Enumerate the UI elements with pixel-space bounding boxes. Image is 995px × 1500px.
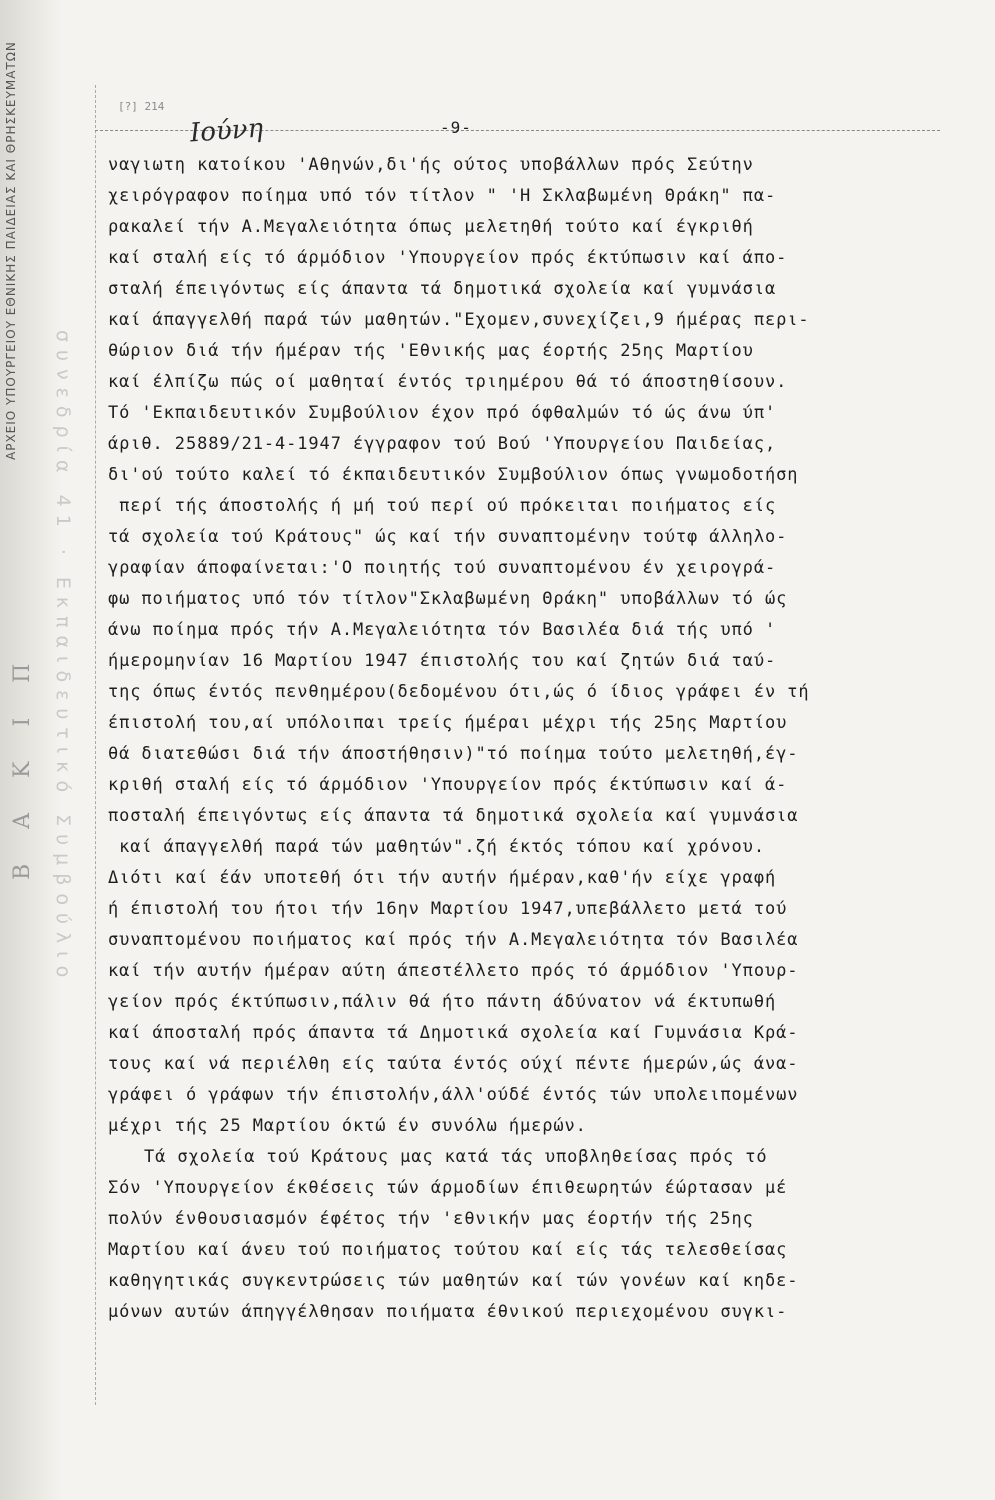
archive-stamp: ΑΡΧΕΙΟ ΥΠΟΥΡΓΕΙΟΥ ΕΘΝΙΚΗΣ ΠΑΙΔΕΙΑΣ ΚΑΙ ΘΡΗΣΚΕΥΜΑΤΩΝ — [4, 41, 18, 460]
text-line: γείον πρός έκτύπωσιν,πάλιν θά ήτο πάντη άδύνατον νά έκτυπωθή — [108, 992, 777, 1012]
file-reference: [?] 214 — [118, 100, 165, 113]
text-line: άνω ποίημα πρός τήν Α.Μεγαλειότητα τόν Βασιλέα διά τής υπό ' — [108, 620, 777, 640]
handwritten-note: Ιούνη — [189, 113, 265, 149]
text-line: πολύν ένθουσιασμόν έφέτος τήν 'εθνικήν μας έορτήν τής 25ης — [108, 1209, 754, 1229]
typed-body — [108, 150, 928, 1328]
text-line: μόνων αυτών άπηγγέλθησαν ποιήματα έθνικού περιεχομένου συγκι- — [108, 1302, 788, 1322]
text-line: θά διατεθώσι διά τήν άποστήθησιν)"τό ποίημα τούτο μελετηθή,έγ- — [108, 744, 799, 764]
text-line: Μαρτίου καί άνευ τού ποιήματος τούτου καί είς τάς τελεσθείσας — [108, 1240, 788, 1260]
text-line: ή έπιστολή του ήτοι τήν 16ην Μαρτίου 1947,υπεβάλλετο μετά τού — [108, 899, 788, 919]
text-line: Σόν 'Υπουργείον έκθέσεις τών άρμοδίων έπιθεωρητών έώρτασαν μέ — [108, 1178, 788, 1198]
text-line: δι'ού τούτο καλεί τό έκπαιδευτικόν Συμβούλιον όπως γνωμοδοτήση — [108, 465, 799, 485]
text-line: μέχρι τής 25 Μαρτίου όκτώ έν συνόλω ήμερών. — [108, 1116, 587, 1136]
text-line: καί τήν αυτήν ήμέραν αύτη άπεστέλλετο πρός τό άρμόδιον 'Υπουρ- — [108, 961, 799, 981]
text-line: γράφει ό γράφων τήν έπιστολήν,άλλ'ούδέ έντός τών υπολειπομένων — [108, 1085, 799, 1105]
text-line: περί τής άποστολής ή μή τού περί ού πρόκειται ποιήματος είς — [108, 496, 777, 516]
text-line: καί έλπίζω πώς οί μαθηταί έντός τριημέρου θά τό άποστηθίσουν. — [108, 372, 788, 392]
text-line: καί άποσταλή πρός άπαντα τά Δημοτικά σχολεία καί Γυμνάσια Κρά- — [108, 1023, 799, 1043]
text-line: έπιστολή του,αί υπόλοιπαι τρείς ήμέραι μέχρι τής 25ης Μαρτίου — [108, 713, 788, 733]
page-number: -9- — [440, 118, 472, 137]
text-line: ποσταλή έπειγόντως είς άπαντα τά δημοτικά σχολεία καί γυμνάσια — [108, 806, 799, 826]
text-line: Τό 'Εκπαιδευτικόν Συμβούλιον έχον πρό όφθαλμών τό ώς άνω ύπ' — [108, 403, 777, 423]
text-line: Διότι καί έάν υποτεθή ότι τήν αυτήν ήμέραν,καθ'ήν είχε γραφή — [108, 868, 777, 888]
text-line: γραφίαν άποφαίνεται:'Ο ποιητής τού συναπτομένου έν χειρογρά- — [108, 558, 777, 578]
bleed-through-text: συνεδρία 41 · Εκπαιδευτικό Συμβούλιο — [52, 330, 74, 986]
text-line: ναγιωτη κατοίκου 'Αθηνών,δι'ής ούτος υποβάλλων πρός Σεύτην — [108, 155, 754, 175]
text-line: Τά σχολεία τού Κράτους μας κατά τάς υποβληθείσας πρός τό — [144, 1147, 768, 1167]
text-line: καί άπαγγελθή παρά τών μαθητών".ζή έκτός τόπου καί χρόνου. — [108, 837, 765, 857]
text-line: της όπως έντός πενθημέρου(δεδομένου ότι,ώς ό ίδιος γράφει έν τή — [108, 682, 810, 702]
text-line: ρακαλεί τήν Α.Μεγαλειότητα όπως μελετηθή τούτο καί έγκριθή — [108, 217, 754, 237]
text-line: τους καί νά περιέλθη είς ταύτα έντός ούχί πέντε ήμερών,ώς άνα- — [108, 1054, 799, 1074]
text-line: καί σταλή είς τό άρμόδιον 'Υπουργείον πρός έκτύπωσιν καί άπο- — [108, 248, 788, 268]
text-line: ήμερομηνίαν 16 Μαρτίου 1947 έπιστολής του καί ζητών διά ταύ- — [108, 651, 777, 671]
archive-name-ghost: Β Α Κ Ι Π — [10, 649, 35, 880]
text-line: σταλή έπειγόντως είς άπαντα τά δημοτικά σχολεία καί γυμνάσια — [108, 279, 777, 299]
text-line: τά σχολεία τού Κράτους" ώς καί τήν συναπτομένην τούτφ άλληλο- — [108, 527, 788, 547]
margin-rule — [95, 85, 96, 1405]
text-line: κριθή σταλή είς τό άρμόδιον 'Υπουργείον πρός έκτύπωσιν καί ά- — [108, 775, 788, 795]
text-line: φω ποιήματος υπό τόν τίτλον"Σκλαβωμένη Θράκη" υποβάλλων τό ώς — [108, 589, 788, 609]
text-line: καθηγητικάς συγκεντρώσεις τών μαθητών καί τών γονέων καί κηδε- — [108, 1271, 799, 1291]
text-line: άριθ. 25889/21-4-1947 έγγραφον τού Βού 'Υπουργείου Παιδείας, — [108, 434, 777, 454]
text-line: θώριον διά τήν ήμέραν τής 'Εθνικής μας έορτής 25ης Μαρτίου — [108, 341, 754, 361]
text-line: καί άπαγγελθή παρά τών μαθητών."Εχομεν,συνεχίζει,9 ήμέρας περι- — [108, 310, 810, 330]
text-line: χειρόγραφον ποίημα υπό τόν τίτλον " 'Η Σκλαβωμένη Θράκη" πα- — [108, 186, 777, 206]
text-line: συναπτομένου ποιήματος καί πρός τήν Α.Μεγαλειότητα τόν Βασιλέα — [108, 930, 799, 950]
